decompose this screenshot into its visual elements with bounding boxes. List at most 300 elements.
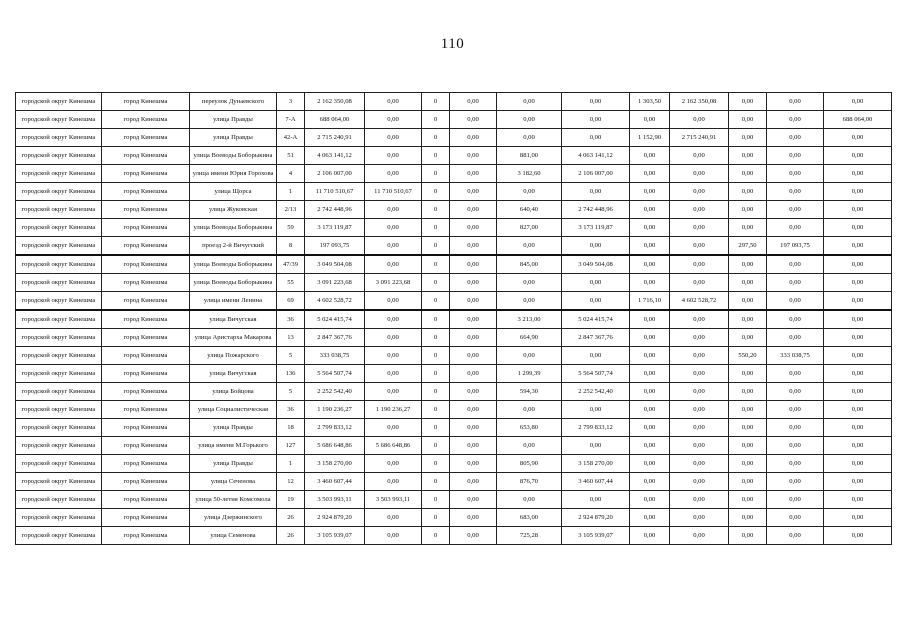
cost-col-15-cell: 0,00 bbox=[824, 347, 892, 365]
count-col-7-cell: 0 bbox=[422, 401, 450, 419]
municipality-cell: городской округ Кинешма bbox=[16, 437, 102, 455]
cost-col-8-cell: 0,00 bbox=[450, 365, 497, 383]
cost-col-14-cell: 333 038,75 bbox=[767, 347, 824, 365]
area-col-9-cell: 725,28 bbox=[497, 527, 562, 545]
area-col-9-cell: 0,00 bbox=[497, 437, 562, 455]
house-number-cell: 12 bbox=[277, 473, 305, 491]
area-col-11-cell: 0,00 bbox=[630, 509, 670, 527]
table-row bbox=[16, 329, 892, 347]
cost-col-6-cell: 0,00 bbox=[365, 455, 422, 473]
settlement-cell: город Кинешма bbox=[102, 147, 190, 165]
municipality-cell: городской округ Кинешма bbox=[16, 183, 102, 201]
street-cell: улица Сеченова bbox=[190, 473, 277, 491]
settlement-cell: город Кинешма bbox=[102, 219, 190, 237]
count-col-7-cell: 0 bbox=[422, 365, 450, 383]
cost-col-15-cell: 0,00 bbox=[824, 255, 892, 274]
cost-col-15-cell: 0,00 bbox=[824, 365, 892, 383]
area-col-13-cell: 0,00 bbox=[729, 274, 767, 292]
cost-col-6-cell: 0,00 bbox=[365, 310, 422, 329]
street-cell: улица Правды bbox=[190, 419, 277, 437]
area-col-13-cell: 0,00 bbox=[729, 147, 767, 165]
cost-col-10-cell: 0,00 bbox=[562, 292, 630, 311]
cost-col-8-cell: 0,00 bbox=[450, 509, 497, 527]
cost-col-14-cell: 0,00 bbox=[767, 491, 824, 509]
total-cost-cell: 2 715 240,91 bbox=[305, 129, 365, 147]
street-cell: переулок Дунаевского bbox=[190, 93, 277, 111]
cost-col-8-cell: 0,00 bbox=[450, 292, 497, 311]
cost-col-10-cell: 5 024 415,74 bbox=[562, 310, 630, 329]
house-number-cell: 42-А bbox=[277, 129, 305, 147]
municipality-cell: городской округ Кинешма bbox=[16, 419, 102, 437]
area-col-13-cell: 0,00 bbox=[729, 329, 767, 347]
house-number-cell: 36 bbox=[277, 310, 305, 329]
cost-col-14-cell: 0,00 bbox=[767, 419, 824, 437]
cost-col-6-cell: 0,00 bbox=[365, 473, 422, 491]
table-row bbox=[16, 219, 892, 237]
street-cell: проезд 2-й Вичугский bbox=[190, 237, 277, 256]
table-row bbox=[16, 347, 892, 365]
street-cell: улица Щорса bbox=[190, 183, 277, 201]
count-col-7-cell: 0 bbox=[422, 93, 450, 111]
street-cell: улица Вичугская bbox=[190, 365, 277, 383]
area-col-13-cell: 0,00 bbox=[729, 437, 767, 455]
cost-col-6-cell: 0,00 bbox=[365, 383, 422, 401]
area-col-11-cell: 0,00 bbox=[630, 310, 670, 329]
cost-col-12-cell: 0,00 bbox=[670, 419, 729, 437]
cost-col-15-cell: 0,00 bbox=[824, 491, 892, 509]
municipality-cell: городской округ Кинешма bbox=[16, 147, 102, 165]
cost-col-14-cell: 197 093,75 bbox=[767, 237, 824, 256]
table-row bbox=[16, 419, 892, 437]
settlement-cell: город Кинешма bbox=[102, 93, 190, 111]
house-number-cell: 127 bbox=[277, 437, 305, 455]
area-col-13-cell: 0,00 bbox=[729, 292, 767, 311]
area-col-11-cell: 0,00 bbox=[630, 437, 670, 455]
area-col-11-cell: 0,00 bbox=[630, 255, 670, 274]
cost-col-12-cell: 0,00 bbox=[670, 437, 729, 455]
area-col-9-cell: 594,30 bbox=[497, 383, 562, 401]
municipality-cell: городской округ Кинешма bbox=[16, 201, 102, 219]
settlement-cell: город Кинешма bbox=[102, 111, 190, 129]
cost-col-14-cell: 0,00 bbox=[767, 383, 824, 401]
total-cost-cell: 3 173 119,87 bbox=[305, 219, 365, 237]
street-cell: улица Семенова bbox=[190, 527, 277, 545]
cost-col-12-cell: 0,00 bbox=[670, 183, 729, 201]
cost-col-14-cell: 0,00 bbox=[767, 292, 824, 311]
cost-col-8-cell: 0,00 bbox=[450, 310, 497, 329]
municipality-cell: городской округ Кинешма bbox=[16, 347, 102, 365]
total-cost-cell: 3 105 939,07 bbox=[305, 527, 365, 545]
house-number-cell: 4 bbox=[277, 165, 305, 183]
total-cost-cell: 2 106 007,00 bbox=[305, 165, 365, 183]
cost-col-15-cell: 0,00 bbox=[824, 455, 892, 473]
settlement-cell: город Кинешма bbox=[102, 310, 190, 329]
area-col-9-cell: 0,00 bbox=[497, 292, 562, 311]
house-number-cell: 36 bbox=[277, 401, 305, 419]
area-col-9-cell: 0,00 bbox=[497, 93, 562, 111]
table-row bbox=[16, 255, 892, 274]
cost-col-6-cell: 11 710 510,67 bbox=[365, 183, 422, 201]
area-col-9-cell: 683,00 bbox=[497, 509, 562, 527]
total-cost-cell: 3 158 270,00 bbox=[305, 455, 365, 473]
cost-col-6-cell: 0,00 bbox=[365, 147, 422, 165]
table-row bbox=[16, 201, 892, 219]
house-number-cell: 5 bbox=[277, 383, 305, 401]
count-col-7-cell: 0 bbox=[422, 201, 450, 219]
cost-col-14-cell: 0,00 bbox=[767, 274, 824, 292]
municipality-cell: городской округ Кинешма bbox=[16, 93, 102, 111]
area-col-9-cell: 664,90 bbox=[497, 329, 562, 347]
cost-col-15-cell: 0,00 bbox=[824, 509, 892, 527]
cost-col-6-cell: 0,00 bbox=[365, 255, 422, 274]
cost-col-14-cell: 0,00 bbox=[767, 437, 824, 455]
cost-col-15-cell: 0,00 bbox=[824, 401, 892, 419]
cost-col-8-cell: 0,00 bbox=[450, 274, 497, 292]
area-col-9-cell: 0,00 bbox=[497, 491, 562, 509]
cost-col-10-cell: 3 460 607,44 bbox=[562, 473, 630, 491]
area-col-13-cell: 0,00 bbox=[729, 165, 767, 183]
municipality-cell: городской округ Кинешма bbox=[16, 491, 102, 509]
street-cell: улица Воеводы Боборыкина bbox=[190, 219, 277, 237]
table-row bbox=[16, 237, 892, 256]
cost-col-6-cell: 0,00 bbox=[365, 365, 422, 383]
area-col-9-cell: 0,00 bbox=[497, 183, 562, 201]
cost-col-6-cell: 0,00 bbox=[365, 93, 422, 111]
cost-col-14-cell: 0,00 bbox=[767, 165, 824, 183]
cost-col-10-cell: 0,00 bbox=[562, 237, 630, 256]
cost-col-14-cell: 0,00 bbox=[767, 509, 824, 527]
house-number-cell: 5 bbox=[277, 347, 305, 365]
cost-col-6-cell: 0,00 bbox=[365, 509, 422, 527]
cost-col-10-cell: 0,00 bbox=[562, 491, 630, 509]
house-number-cell: 59 bbox=[277, 219, 305, 237]
cost-col-6-cell: 0,00 bbox=[365, 201, 422, 219]
cost-col-6-cell: 0,00 bbox=[365, 111, 422, 129]
area-col-9-cell: 3 213,00 bbox=[497, 310, 562, 329]
table-row bbox=[16, 509, 892, 527]
area-col-13-cell: 0,00 bbox=[729, 255, 767, 274]
municipality-cell: городской округ Кинешма bbox=[16, 509, 102, 527]
cost-col-15-cell: 0,00 bbox=[824, 473, 892, 491]
area-col-13-cell: 297,50 bbox=[729, 237, 767, 256]
municipality-cell: городской округ Кинешма bbox=[16, 473, 102, 491]
area-col-13-cell: 0,00 bbox=[729, 509, 767, 527]
house-number-cell: 2/13 bbox=[277, 201, 305, 219]
area-col-11-cell: 0,00 bbox=[630, 365, 670, 383]
total-cost-cell: 2 847 367,76 bbox=[305, 329, 365, 347]
cost-col-12-cell: 0,00 bbox=[670, 329, 729, 347]
area-col-11-cell: 0,00 bbox=[630, 401, 670, 419]
count-col-7-cell: 0 bbox=[422, 183, 450, 201]
page-number: 110 bbox=[440, 36, 465, 52]
count-col-7-cell: 0 bbox=[422, 292, 450, 311]
house-number-cell: 1 bbox=[277, 455, 305, 473]
cost-col-8-cell: 0,00 bbox=[450, 383, 497, 401]
total-cost-cell: 2 742 448,96 bbox=[305, 201, 365, 219]
cost-col-12-cell: 0,00 bbox=[670, 401, 729, 419]
count-col-7-cell: 0 bbox=[422, 165, 450, 183]
municipality-cell: городской округ Кинешма bbox=[16, 255, 102, 274]
cost-col-8-cell: 0,00 bbox=[450, 419, 497, 437]
cost-col-10-cell: 0,00 bbox=[562, 437, 630, 455]
cost-col-8-cell: 0,00 bbox=[450, 129, 497, 147]
house-number-cell: 19 bbox=[277, 491, 305, 509]
table-row bbox=[16, 310, 892, 329]
total-cost-cell: 197 093,75 bbox=[305, 237, 365, 256]
area-col-11-cell: 0,00 bbox=[630, 237, 670, 256]
table-row bbox=[16, 365, 892, 383]
cost-col-6-cell: 1 190 236,27 bbox=[365, 401, 422, 419]
area-col-11-cell: 0,00 bbox=[630, 347, 670, 365]
cost-col-15-cell: 0,00 bbox=[824, 165, 892, 183]
cost-col-6-cell: 0,00 bbox=[365, 165, 422, 183]
settlement-cell: город Кинешма bbox=[102, 129, 190, 147]
cost-col-15-cell: 0,00 bbox=[824, 201, 892, 219]
table-row bbox=[16, 401, 892, 419]
settlement-cell: город Кинешма bbox=[102, 329, 190, 347]
municipality-cell: городской округ Кинешма bbox=[16, 365, 102, 383]
cost-col-14-cell: 0,00 bbox=[767, 365, 824, 383]
table-row bbox=[16, 129, 892, 147]
area-col-9-cell: 0,00 bbox=[497, 274, 562, 292]
table-row bbox=[16, 274, 892, 292]
area-col-9-cell: 827,00 bbox=[497, 219, 562, 237]
municipality-cell: городской округ Кинешма bbox=[16, 527, 102, 545]
cost-col-6-cell: 5 686 648,86 bbox=[365, 437, 422, 455]
settlement-cell: город Кинешма bbox=[102, 491, 190, 509]
count-col-7-cell: 0 bbox=[422, 255, 450, 274]
cost-col-8-cell: 0,00 bbox=[450, 201, 497, 219]
municipality-cell: городской округ Кинешма bbox=[16, 401, 102, 419]
area-col-11-cell: 0,00 bbox=[630, 201, 670, 219]
area-col-11-cell: 0,00 bbox=[630, 491, 670, 509]
cost-col-8-cell: 0,00 bbox=[450, 165, 497, 183]
cost-col-14-cell: 0,00 bbox=[767, 527, 824, 545]
cost-col-10-cell: 0,00 bbox=[562, 129, 630, 147]
cost-col-12-cell: 0,00 bbox=[670, 274, 729, 292]
cost-col-6-cell: 0,00 bbox=[365, 219, 422, 237]
street-cell: улица имени М.Горького bbox=[190, 437, 277, 455]
cost-col-15-cell: 0,00 bbox=[824, 147, 892, 165]
cost-col-8-cell: 0,00 bbox=[450, 255, 497, 274]
settlement-cell: город Кинешма bbox=[102, 527, 190, 545]
count-col-7-cell: 0 bbox=[422, 473, 450, 491]
cost-col-10-cell: 0,00 bbox=[562, 347, 630, 365]
settlement-cell: город Кинешма bbox=[102, 365, 190, 383]
municipality-cell: городской округ Кинешма bbox=[16, 219, 102, 237]
area-col-9-cell: 640,40 bbox=[497, 201, 562, 219]
house-number-cell: 55 bbox=[277, 274, 305, 292]
house-number-cell: 51 bbox=[277, 147, 305, 165]
total-cost-cell: 4 602 528,72 bbox=[305, 292, 365, 311]
table-row bbox=[16, 147, 892, 165]
municipality-cell: городской округ Кинешма bbox=[16, 129, 102, 147]
house-number-cell: 8 bbox=[277, 237, 305, 256]
cost-col-15-cell: 0,00 bbox=[824, 383, 892, 401]
cost-col-12-cell: 0,00 bbox=[670, 165, 729, 183]
cost-col-14-cell: 0,00 bbox=[767, 401, 824, 419]
area-col-13-cell: 0,00 bbox=[729, 365, 767, 383]
cost-col-12-cell: 0,00 bbox=[670, 509, 729, 527]
total-cost-cell: 11 710 510,67 bbox=[305, 183, 365, 201]
area-col-13-cell: 0,00 bbox=[729, 183, 767, 201]
cost-col-8-cell: 0,00 bbox=[450, 347, 497, 365]
area-col-11-cell: 0,00 bbox=[630, 329, 670, 347]
count-col-7-cell: 0 bbox=[422, 527, 450, 545]
cost-col-10-cell: 0,00 bbox=[562, 274, 630, 292]
municipality-cell: городской округ Кинешма bbox=[16, 383, 102, 401]
cost-col-10-cell: 0,00 bbox=[562, 93, 630, 111]
table-row bbox=[16, 183, 892, 201]
cost-col-14-cell: 0,00 bbox=[767, 201, 824, 219]
street-cell: улица Дзержинского bbox=[190, 509, 277, 527]
cost-col-8-cell: 0,00 bbox=[450, 473, 497, 491]
count-col-7-cell: 0 bbox=[422, 129, 450, 147]
cost-col-15-cell: 0,00 bbox=[824, 527, 892, 545]
cost-col-8-cell: 0,00 bbox=[450, 147, 497, 165]
street-cell: улица Бойцова bbox=[190, 383, 277, 401]
house-number-cell: 26 bbox=[277, 509, 305, 527]
cost-col-10-cell: 3 049 504,08 bbox=[562, 255, 630, 274]
registry-table bbox=[15, 92, 892, 545]
cost-col-14-cell: 0,00 bbox=[767, 129, 824, 147]
total-cost-cell: 3 460 607,44 bbox=[305, 473, 365, 491]
area-col-13-cell: 0,00 bbox=[729, 111, 767, 129]
cost-col-12-cell: 4 602 528,72 bbox=[670, 292, 729, 311]
total-cost-cell: 688 064,00 bbox=[305, 111, 365, 129]
area-col-11-cell: 0,00 bbox=[630, 219, 670, 237]
total-cost-cell: 5 024 415,74 bbox=[305, 310, 365, 329]
area-col-9-cell: 0,00 bbox=[497, 347, 562, 365]
cost-col-12-cell: 2 715 240,91 bbox=[670, 129, 729, 147]
count-col-7-cell: 0 bbox=[422, 455, 450, 473]
municipality-cell: городской округ Кинешма bbox=[16, 111, 102, 129]
settlement-cell: город Кинешма bbox=[102, 383, 190, 401]
cost-col-6-cell: 3 091 223,68 bbox=[365, 274, 422, 292]
total-cost-cell: 5 686 648,86 bbox=[305, 437, 365, 455]
house-number-cell: 13 bbox=[277, 329, 305, 347]
table-row bbox=[16, 93, 892, 111]
cost-col-14-cell: 0,00 bbox=[767, 111, 824, 129]
cost-col-8-cell: 0,00 bbox=[450, 111, 497, 129]
cost-col-8-cell: 0,00 bbox=[450, 455, 497, 473]
settlement-cell: город Кинешма bbox=[102, 255, 190, 274]
cost-col-15-cell: 0,00 bbox=[824, 129, 892, 147]
total-cost-cell: 2 924 879,20 bbox=[305, 509, 365, 527]
area-col-11-cell: 0,00 bbox=[630, 527, 670, 545]
area-col-9-cell: 881,00 bbox=[497, 147, 562, 165]
cost-col-15-cell: 0,00 bbox=[824, 310, 892, 329]
count-col-7-cell: 0 bbox=[422, 274, 450, 292]
count-col-7-cell: 0 bbox=[422, 111, 450, 129]
cost-col-8-cell: 0,00 bbox=[450, 527, 497, 545]
table-row bbox=[16, 473, 892, 491]
cost-col-8-cell: 0,00 bbox=[450, 183, 497, 201]
count-col-7-cell: 0 bbox=[422, 219, 450, 237]
street-cell: улица Воеводы Боборыкина bbox=[190, 147, 277, 165]
cost-col-15-cell: 0,00 bbox=[824, 237, 892, 256]
municipality-cell: городской округ Кинешма bbox=[16, 274, 102, 292]
cost-col-14-cell: 0,00 bbox=[767, 93, 824, 111]
cost-col-10-cell: 2 106 007,00 bbox=[562, 165, 630, 183]
table-row bbox=[16, 491, 892, 509]
street-cell: улица имени Ленина bbox=[190, 292, 277, 311]
count-col-7-cell: 0 bbox=[422, 237, 450, 256]
area-col-9-cell: 876,70 bbox=[497, 473, 562, 491]
table-row bbox=[16, 527, 892, 545]
settlement-cell: город Кинешма bbox=[102, 201, 190, 219]
cost-col-6-cell: 3 503 993,11 bbox=[365, 491, 422, 509]
area-col-9-cell: 805,90 bbox=[497, 455, 562, 473]
cost-col-10-cell: 3 158 270,00 bbox=[562, 455, 630, 473]
cost-col-10-cell: 3 105 939,07 bbox=[562, 527, 630, 545]
area-col-9-cell: 845,00 bbox=[497, 255, 562, 274]
cost-col-6-cell: 0,00 bbox=[365, 419, 422, 437]
cost-col-15-cell: 688 064,00 bbox=[824, 111, 892, 129]
cost-col-12-cell: 0,00 bbox=[670, 527, 729, 545]
cost-col-15-cell: 0,00 bbox=[824, 419, 892, 437]
cost-col-14-cell: 0,00 bbox=[767, 147, 824, 165]
area-col-9-cell: 1 299,39 bbox=[497, 365, 562, 383]
cost-col-8-cell: 0,00 bbox=[450, 93, 497, 111]
settlement-cell: город Кинешма bbox=[102, 401, 190, 419]
table-body bbox=[16, 93, 892, 545]
house-number-cell: 3 bbox=[277, 93, 305, 111]
municipality-cell: городской округ Кинешма bbox=[16, 237, 102, 256]
area-col-11-cell: 1 152,90 bbox=[630, 129, 670, 147]
area-col-13-cell: 0,00 bbox=[729, 455, 767, 473]
settlement-cell: город Кинешма bbox=[102, 237, 190, 256]
cost-col-15-cell: 0,00 bbox=[824, 93, 892, 111]
count-col-7-cell: 0 bbox=[422, 347, 450, 365]
area-col-13-cell: 0,00 bbox=[729, 401, 767, 419]
cost-col-15-cell: 0,00 bbox=[824, 274, 892, 292]
cost-col-14-cell: 0,00 bbox=[767, 255, 824, 274]
count-col-7-cell: 0 bbox=[422, 383, 450, 401]
area-col-13-cell: 550,20 bbox=[729, 347, 767, 365]
area-col-13-cell: 0,00 bbox=[729, 219, 767, 237]
count-col-7-cell: 0 bbox=[422, 509, 450, 527]
cost-col-15-cell: 0,00 bbox=[824, 292, 892, 311]
area-col-9-cell: 0,00 bbox=[497, 129, 562, 147]
area-col-9-cell: 0,00 bbox=[497, 401, 562, 419]
street-cell: улица Жуковская bbox=[190, 201, 277, 219]
cost-col-12-cell: 0,00 bbox=[670, 219, 729, 237]
total-cost-cell: 1 190 236,27 bbox=[305, 401, 365, 419]
cost-col-8-cell: 0,00 bbox=[450, 329, 497, 347]
cost-col-10-cell: 0,00 bbox=[562, 111, 630, 129]
municipality-cell: городской округ Кинешма bbox=[16, 310, 102, 329]
cost-col-14-cell: 0,00 bbox=[767, 329, 824, 347]
count-col-7-cell: 0 bbox=[422, 310, 450, 329]
house-number-cell: 69 bbox=[277, 292, 305, 311]
cost-col-10-cell: 2 742 448,96 bbox=[562, 201, 630, 219]
area-col-11-cell: 0,00 bbox=[630, 473, 670, 491]
cost-col-12-cell: 0,00 bbox=[670, 147, 729, 165]
cost-col-12-cell: 0,00 bbox=[670, 491, 729, 509]
table-row bbox=[16, 292, 892, 311]
municipality-cell: городской округ Кинешма bbox=[16, 292, 102, 311]
street-cell: улица Вичугская bbox=[190, 310, 277, 329]
total-cost-cell: 4 063 141,12 bbox=[305, 147, 365, 165]
area-col-9-cell: 0,00 bbox=[497, 237, 562, 256]
area-col-13-cell: 0,00 bbox=[729, 527, 767, 545]
cost-col-10-cell: 2 924 879,20 bbox=[562, 509, 630, 527]
total-cost-cell: 2 799 833,12 bbox=[305, 419, 365, 437]
cost-col-10-cell: 5 564 507,74 bbox=[562, 365, 630, 383]
cost-col-6-cell: 0,00 bbox=[365, 129, 422, 147]
street-cell: улица имени Юрия Горохова bbox=[190, 165, 277, 183]
